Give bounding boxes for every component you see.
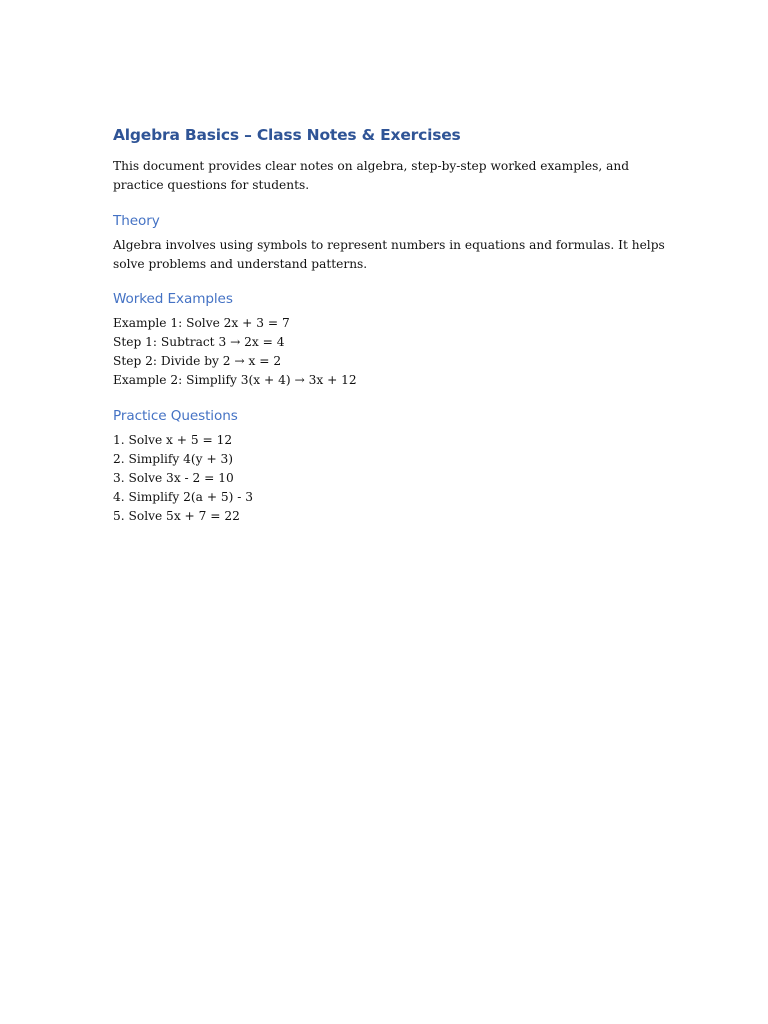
practice-question-line: 2. Simplify 4(y + 3) [113, 451, 234, 466]
practice-questions-section [113, 404, 673, 526]
worked-example-line: Step 1: Subtract 3 → 2x = 4 [113, 335, 285, 350]
worked-example-line: Example 2: Simplify 3(x + 4) → 3x + 12 [113, 373, 357, 388]
practice-question-line: 1. Solve x + 5 = 12 [113, 432, 233, 447]
theory-paragraph: Algebra involves using symbols to represent numbers in equations and formulas. It helps solve problems and understand patterns. [113, 237, 665, 271]
theory-heading: Theory [113, 212, 160, 229]
document-page [113, 118, 673, 526]
worked-example-line: Example 1: Solve 2x + 3 = 7 [113, 316, 290, 331]
worked-examples-section [113, 287, 673, 390]
practice-question-line: 5. Solve 5x + 7 = 22 [113, 508, 240, 523]
worked-examples-heading: Worked Examples [113, 291, 233, 308]
theory-section [113, 209, 673, 275]
worked-example-line: Step 2: Divide by 2 → x = 2 [113, 354, 282, 369]
practice-questions-list [113, 431, 673, 526]
worked-examples-list [113, 314, 673, 390]
intro-paragraph: This document provides clear notes on algebra, step-by-step worked examples, and practice questions for students. [113, 159, 630, 193]
practice-question-line: 3. Solve 3x - 2 = 10 [113, 470, 234, 485]
document-title: Algebra Basics – Class Notes & Exercises [113, 126, 461, 144]
practice-questions-heading: Practice Questions [113, 407, 238, 424]
practice-question-line: 4. Simplify 2(a + 5) - 3 [113, 489, 254, 504]
